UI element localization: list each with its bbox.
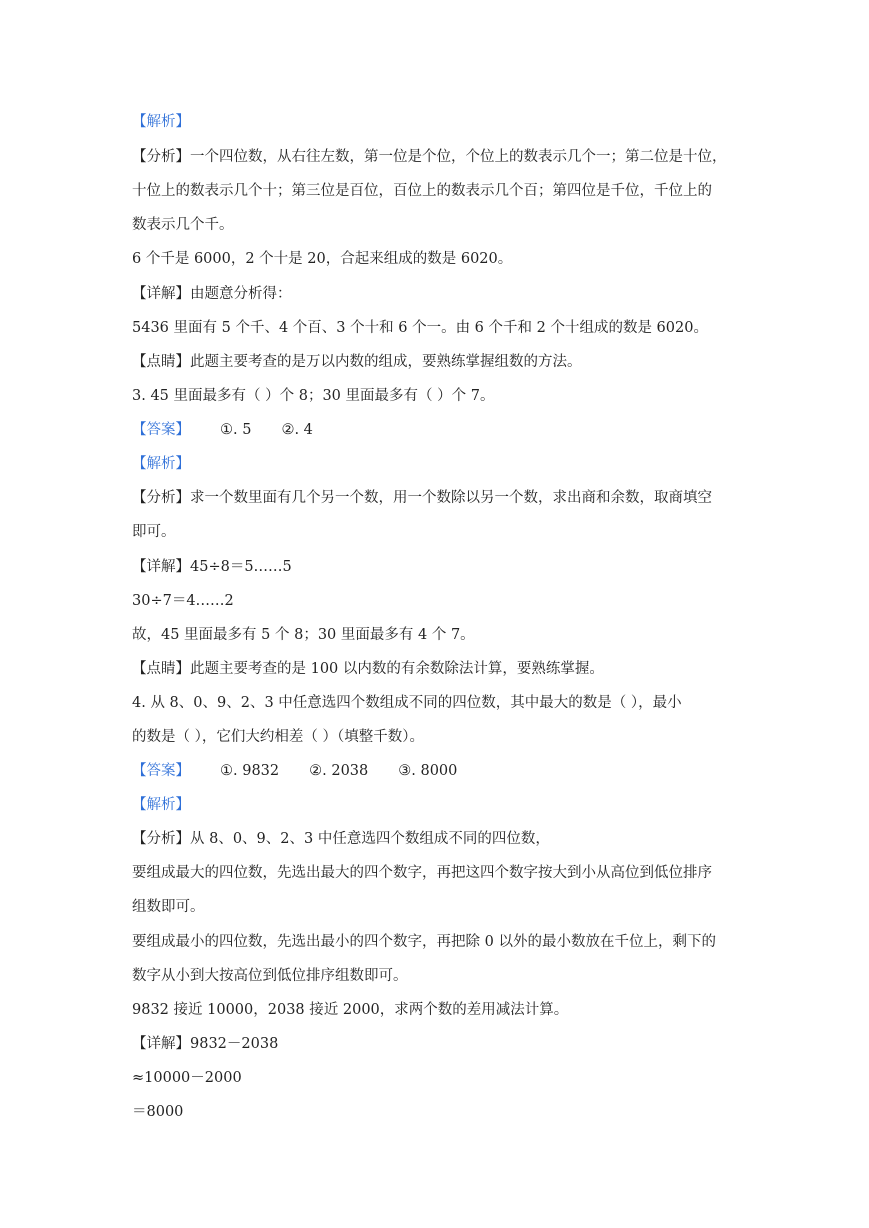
analysis-paragraph-cont: 要组成最小的四位数，先选出最小的四个数字，再把除 0 以外的最小数放在千位上，剩下的 (132, 934, 716, 950)
comment-paragraph: 【点睛】此题主要考查的是万以内数的组成，要熟练掌握组数的方法。 (132, 354, 582, 370)
analysis-paragraph-cont: 组数即可。 (132, 899, 205, 915)
analysis-heading: 【解析】 (132, 456, 190, 472)
detail-paragraph-cont: ＝8000 (132, 1104, 184, 1120)
analysis-paragraph-cont: 数字从小到大按高位到低位排序组数即可。 (132, 968, 408, 984)
analysis-paragraph-cont: 要组成最大的四位数，先选出最大的四个数字，再把这四个数字按大到小从高位到低位排序 (132, 865, 712, 881)
answer-3: 【答案】 ①. 5 ②. 4 (132, 422, 313, 438)
analysis-paragraph-cont: 6 个千是 6000，2 个十是 20，合起来组成的数是 6020。 (132, 251, 513, 267)
detail-paragraph-cont: 故，45 里面最多有 5 个 8；30 里面最多有 4 个 7。 (132, 627, 475, 643)
detail-paragraph-cont: 30÷7＝4……2 (132, 593, 234, 609)
analysis-heading: 【解析】 (132, 114, 190, 130)
detail-paragraph: 【详解】9832－2038 (132, 1036, 279, 1052)
detail-paragraph-cont: ≈10000－2000 (132, 1070, 242, 1086)
analysis-paragraph: 【分析】求一个数里面有几个另一个数，用一个数除以另一个数，求出商和余数，取商填空 (132, 490, 712, 506)
detail-paragraph: 【详解】45÷8＝5……5 (132, 559, 292, 575)
answer-4: 【答案】 ①. 9832 ②. 2038 ③. 8000 (132, 763, 458, 779)
detail-paragraph: 【详解】由题意分析得： (132, 286, 292, 302)
detail-paragraph-cont: 5436 里面有 5 个千、4 个百、3 个十和 6 个一。由 6 个千和 2 个十组成的数是 6020。 (132, 320, 708, 336)
analysis-heading: 【解析】 (132, 797, 190, 813)
comment-paragraph: 【点睛】此题主要考查的是 100 以内数的有余数除法计算，要熟练掌握。 (132, 661, 604, 677)
analysis-paragraph-cont: 数表示几个千。 (132, 217, 234, 233)
question-4: 4. 从 8、0、9、2、3 中任意选四个数组成不同的四位数，其中最大的数是（ ），最小 (132, 695, 682, 711)
analysis-paragraph-cont: 十位上的数表示几个十；第三位是百位，百位上的数表示几个百；第四位是千位，千位上的 (132, 183, 712, 199)
question-3: 3. 45 里面最多有（ ）个 8；30 里面最多有（ ）个 7。 (132, 388, 495, 404)
question-4-cont: 的数是（ ），它们大约相差（ ）（填整千数）。 (132, 729, 424, 745)
analysis-paragraph-cont: 即可。 (132, 524, 176, 540)
analysis-paragraph: 【分析】一个四位数，从右往左数，第一位是个位，个位上的数表示几个一；第二位是十位， (132, 149, 727, 165)
analysis-paragraph-cont: 9832 接近 10000，2038 接近 2000，求两个数的差用减法计算。 (132, 1002, 569, 1018)
analysis-paragraph: 【分析】从 8、0、9、2、3 中任意选四个数组成不同的四位数， (132, 831, 550, 847)
